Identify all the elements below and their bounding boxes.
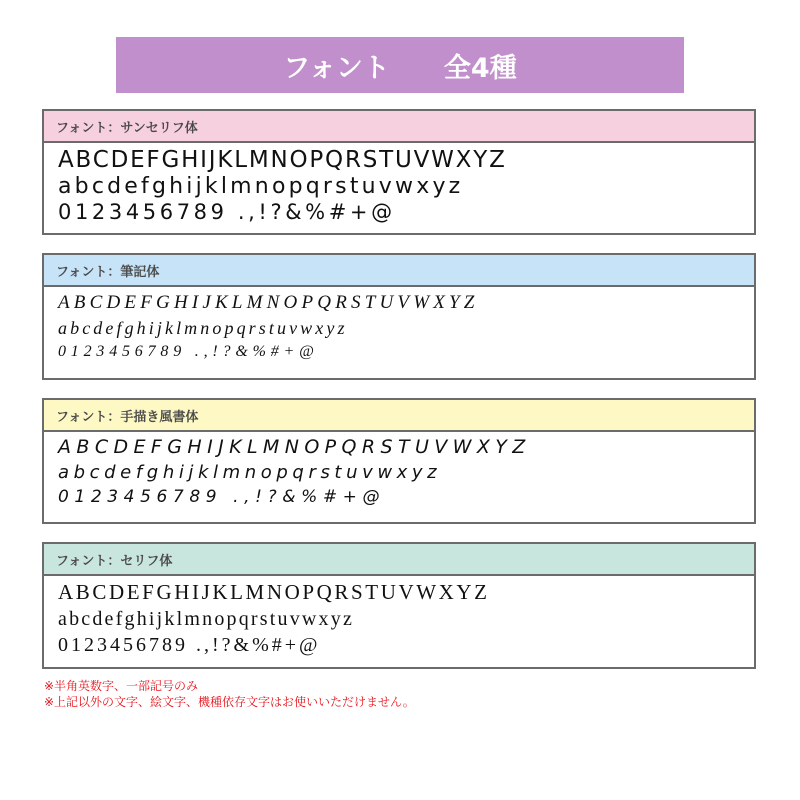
lowercase-sample: abcdefghijklmnopqrstuvwxyz [58,608,355,630]
digits-symbols-sample: 0123456789 .,!?&%#+@ [58,200,396,224]
font-sample [44,143,754,223]
page-title-banner: フォント 全4種 [116,37,684,93]
font-panel-handwritten [42,398,756,524]
uppercase-sample: ABCDEFGHIJKLMNOPQRSTUVWXYZ [58,580,490,604]
font-sample [44,287,754,360]
lowercase-sample: abcdefghijklmnopqrstuvwxyz [58,174,464,199]
digits-symbols-sample: 0123456789 .,!?&%#+@ [58,634,321,656]
uppercase-sample: ABCDEFGHIJKLMNOPQRSTUVWXYZ [58,292,479,313]
font-panel-sans-serif [42,109,756,235]
note-line: ※半角英数字、一部記号のみ [44,679,199,693]
uppercase-sample: ABCDEFGHIJKLMNOPQRSTUVWXYZ [58,436,531,458]
notes [44,678,415,710]
lowercase-sample: abcdefghijklmnopqrstuvwxyz [58,462,442,483]
panel-header: フォント：セリフ体 [44,544,754,576]
font-sample [44,432,754,506]
panel-header: フォント：手描き風書体 [44,400,754,432]
note-line: ※上記以外の文字、絵文字、機種依存文字はお使いいただけません。 [44,695,415,709]
uppercase-sample: ABCDEFGHIJKLMNOPQRSTUVWXYZ [58,147,507,173]
digits-symbols-sample: 0123456789 .,!?&%#+@ [58,487,386,507]
panel-header: フォント：サンセリフ体 [44,111,754,143]
font-panel-script [42,253,756,380]
digits-symbols-sample: 0123456789 .,!?&%#+@ [58,343,319,360]
font-panel-serif [42,542,756,669]
panel-header: フォント：筆記体 [44,255,754,287]
font-sample [44,576,754,655]
lowercase-sample: abcdefghijklmnopqrstuvwxyz [58,318,348,338]
